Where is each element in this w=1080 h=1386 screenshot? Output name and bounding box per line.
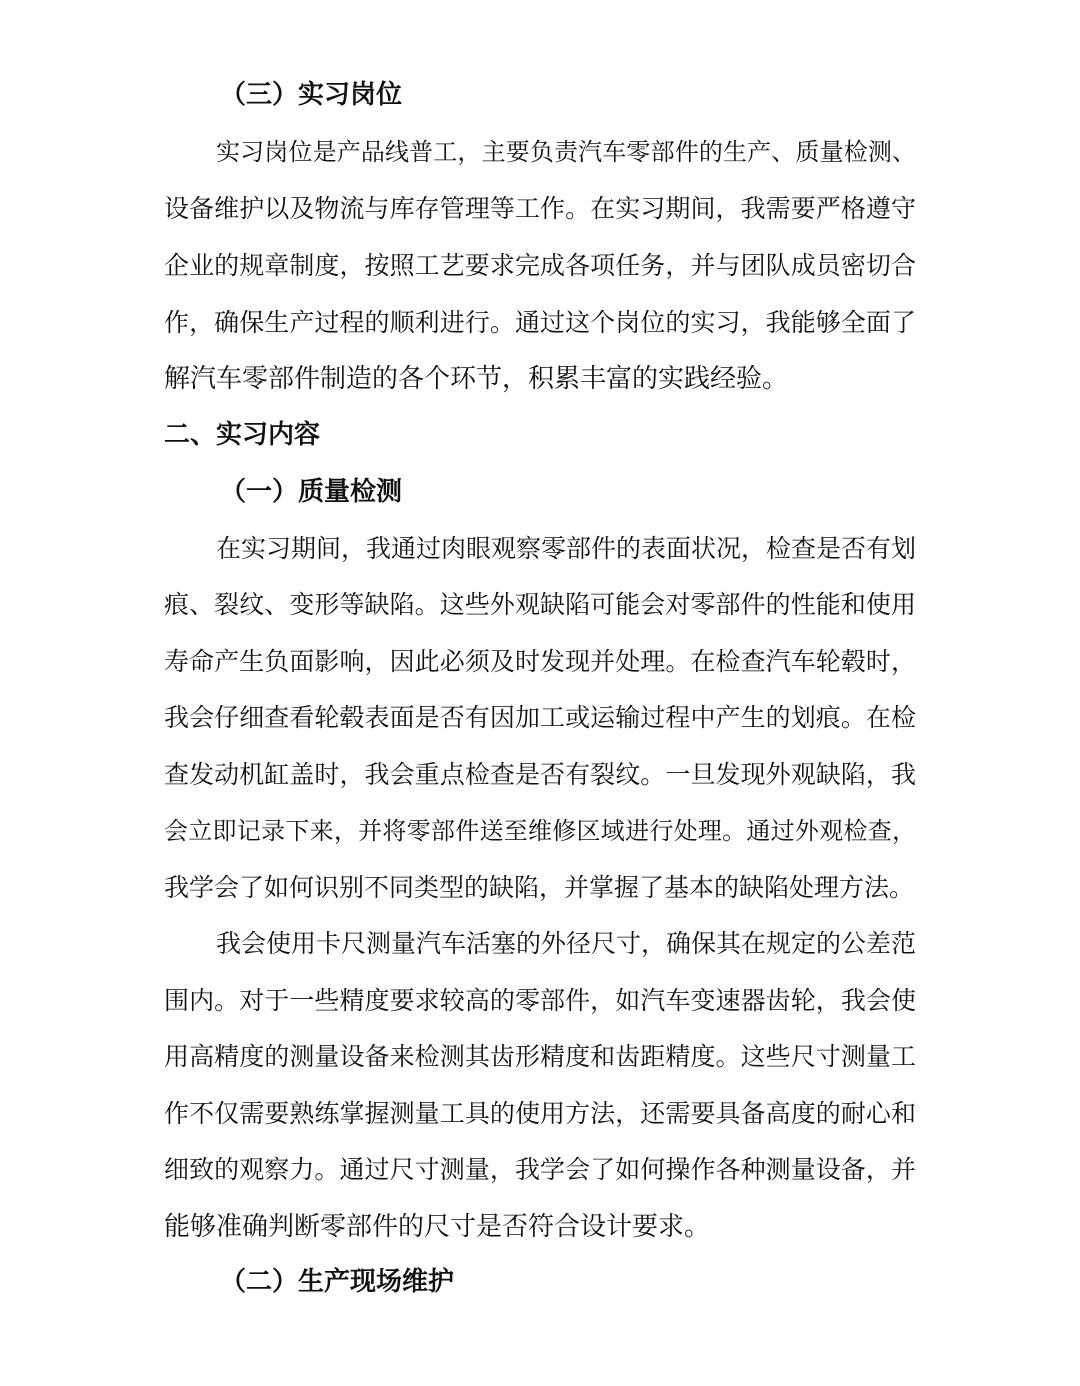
paragraph-line: 我学会了如何识别不同类型的缺陷，并掌握了基本的缺陷处理方法。 (164, 873, 915, 902)
paragraph-line: 我会仔细查看轮毂表面是否有因加工或运输过程中产生的划痕。在检 (164, 703, 916, 732)
chapter-heading-internship-content: 二、实习内容 (164, 420, 321, 450)
paragraph-line: 查发动机缸盖时，我会重点检查是否有裂纹。一旦发现外观缺陷，我 (164, 760, 916, 789)
paragraph-line: 围内。对于一些精度要求较高的零部件，如汽车变速器齿轮，我会使 (164, 986, 916, 1015)
section-heading-quality-inspection: （一）质量检测 (220, 477, 403, 507)
paragraph-line: 作，确保生产过程的顺利进行。通过这个岗位的实习，我能够全面了 (164, 308, 916, 337)
paragraph-line: 设备维护以及物流与库存管理等工作。在实习期间，我需要严格遵守 (164, 194, 916, 223)
paragraph-line: 细致的观察力。通过尺寸测量，我学会了如何操作各种测量设备，并 (164, 1155, 916, 1184)
paragraph-line: 会立即记录下来，并将零部件送至维修区域进行处理。通过外观检查， (164, 817, 916, 845)
paragraph-line: 能够准确判断零部件的尺寸是否符合设计要求。 (164, 1212, 711, 1242)
paragraph-line: 实习岗位是产品线普工，主要负责汽车零部件的生产、质量检测、 (216, 138, 916, 166)
paragraph-line: 作不仅需要熟练掌握测量工具的使用方法，还需要具备高度的耐心和 (164, 1099, 916, 1128)
paragraph-line: 寿命产生负面影响，因此必须及时发现并处理。在检查汽车轮毂时， (164, 647, 916, 676)
paragraph-line: 在实习期间，我通过肉眼观察零部件的表面状况，检查是否有划 (216, 534, 917, 563)
paragraph-line: 我会使用卡尺测量汽车活塞的外径尺寸，确保其在规定的公差范 (216, 929, 917, 958)
paragraph-line: 解汽车零部件制造的各个环节，积累丰富的实践经验。 (164, 364, 789, 394)
section-heading-site-maintenance: （二）生产现场维护 (220, 1267, 455, 1297)
paragraph-line: 企业的规章制度，按照工艺要求完成各项任务，并与团队成员密切合 (164, 251, 916, 280)
paragraph-line: 痕、裂纹、变形等缺陷。这些外观缺陷可能会对零部件的性能和使用 (164, 590, 916, 619)
paragraph-line: 用高精度的测量设备来检测其齿形精度和齿距精度。这些尺寸测量工 (164, 1042, 916, 1071)
section-heading-internship-position: （三）实习岗位 (220, 80, 403, 110)
